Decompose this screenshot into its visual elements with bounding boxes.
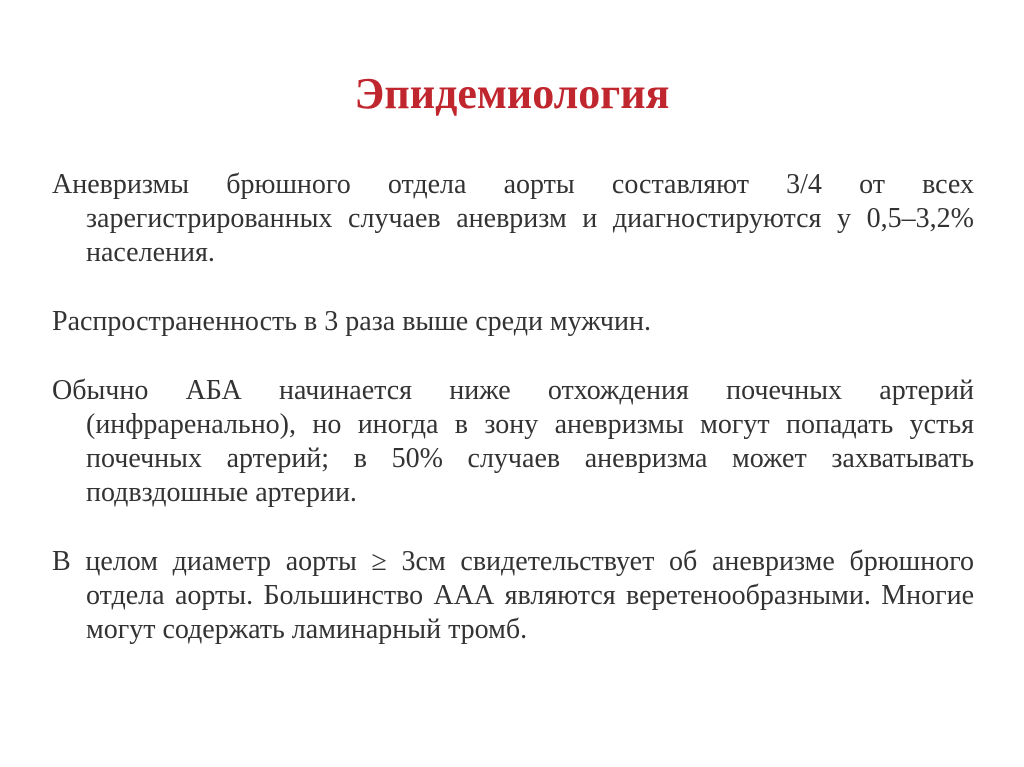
- slide-title: Эпидемиология: [354, 69, 670, 118]
- slide-body: [52, 168, 974, 682]
- paragraph-diameter: В целом диаметр аорты ≥ 3см свидетельствует об аневризме брюшного отдела аорты. Большинство ААА являются веретенообразными. Многие могут содержать ламинарный тромб.: [52, 546, 974, 645]
- paragraph-prevalence: Аневризмы брюшного отдела аорты составляют 3/4 от всех зарегистрированных случаев аневризм и диагностируются у 0,5–3,2% населения.: [52, 169, 974, 268]
- paragraph-location: Обычно АБА начинается ниже отхождения почечных артерий (инфраренально), но иногда в зону аневризмы могут попадать устья почечных артерий; в 50% случаев аневризма может захватывать подвздошные артерии.: [52, 375, 974, 508]
- paragraph-male-prevalence: Распространенность в 3 раза выше среди мужчин.: [52, 306, 651, 337]
